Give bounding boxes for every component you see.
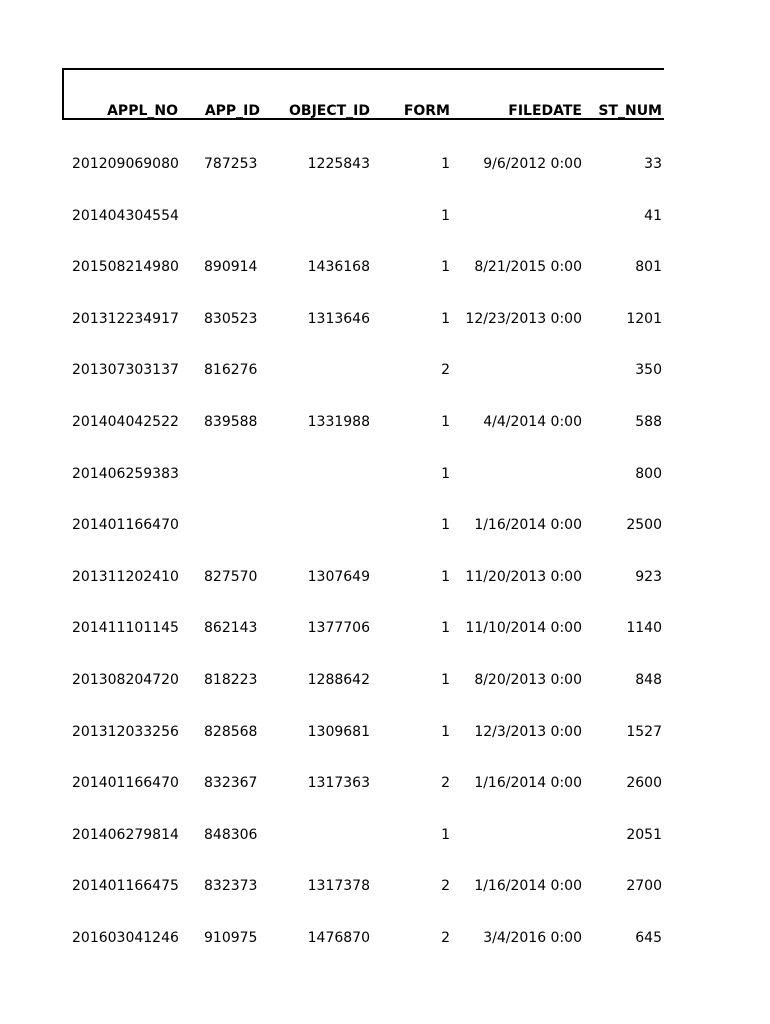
cell-object-id: 1317363 [307,775,370,791]
cell-filedate: 1/16/2014 0:00 [474,517,582,533]
cell-object-id: 1377706 [307,620,370,636]
cell-st-num: 41 [644,208,662,224]
cell-app-id: 832373 [204,878,258,894]
cell-filedate: 9/6/2012 0:00 [483,156,582,172]
cell-filedate: 1/16/2014 0:00 [474,775,582,791]
cell-form: 1 [441,208,450,224]
cell-app-id: 827570 [204,569,258,585]
cell-appl-no: 201401166470 [72,517,179,533]
cell-st-num: 923 [635,569,662,585]
cell-app-id: 787253 [204,156,258,172]
cell-form: 1 [441,517,450,533]
cell-app-id: 862143 [204,620,258,636]
cell-st-num: 33 [644,156,662,172]
cell-object-id: 1436168 [307,259,370,275]
cell-object-id: 1476870 [307,930,370,946]
cell-object-id: 1317378 [307,878,370,894]
cell-appl-no: 201406279814 [72,827,179,843]
cell-appl-no: 201312033256 [72,724,179,740]
cell-st-num: 2700 [626,878,662,894]
cell-appl-no: 201404304554 [72,208,179,224]
cell-appl-no: 201401166475 [72,878,179,894]
cell-filedate: 12/23/2013 0:00 [465,311,582,327]
cell-form: 2 [441,775,450,791]
column-header-st-num: ST_NUM [598,103,662,119]
cell-app-id: 848306 [204,827,258,843]
cell-app-id: 839588 [204,414,258,430]
cell-filedate: 12/3/2013 0:00 [474,724,582,740]
cell-object-id: 1309681 [307,724,370,740]
cell-st-num: 848 [635,672,662,688]
cell-st-num: 2600 [626,775,662,791]
cell-filedate: 8/21/2015 0:00 [474,259,582,275]
cell-form: 1 [441,466,450,482]
cell-filedate: 1/16/2014 0:00 [474,878,582,894]
cell-appl-no: 201307303137 [72,362,179,378]
column-header-app-id: APP_ID [204,103,260,119]
cell-form: 1 [441,311,450,327]
cell-form: 2 [441,930,450,946]
cell-form: 2 [441,878,450,894]
cell-filedate: 11/20/2013 0:00 [465,569,582,585]
cell-filedate: 8/20/2013 0:00 [474,672,582,688]
cell-form: 1 [441,827,450,843]
cell-filedate: 4/4/2014 0:00 [483,414,582,430]
cell-app-id: 816276 [204,362,258,378]
cell-object-id: 1307649 [307,569,370,585]
cell-st-num: 800 [635,466,662,482]
cell-app-id: 832367 [204,775,258,791]
cell-form: 1 [441,569,450,585]
cell-app-id: 818223 [204,672,258,688]
cell-st-num: 645 [635,930,662,946]
cell-form: 1 [441,259,450,275]
cell-st-num: 2051 [626,827,662,843]
cell-form: 1 [441,156,450,172]
cell-appl-no: 201311202410 [72,569,179,585]
cell-object-id: 1225843 [307,156,370,172]
cell-app-id: 890914 [204,259,258,275]
cell-filedate: 3/4/2016 0:00 [483,930,582,946]
cell-st-num: 350 [635,362,662,378]
cell-appl-no: 201603041246 [72,930,179,946]
cell-form: 2 [441,362,450,378]
cell-form: 1 [441,672,450,688]
cell-filedate: 11/10/2014 0:00 [465,620,582,636]
cell-appl-no: 201312234917 [72,311,179,327]
cell-app-id: 828568 [204,724,258,740]
cell-st-num: 1527 [626,724,662,740]
column-header-filedate: FILEDATE [508,103,582,119]
cell-st-num: 1140 [626,620,662,636]
cell-object-id: 1288642 [307,672,370,688]
cell-st-num: 801 [635,259,662,275]
column-header-appl-no: APPL_NO [107,103,178,119]
cell-appl-no: 201308204720 [72,672,179,688]
cell-appl-no: 201411101145 [72,620,179,636]
cell-object-id: 1313646 [307,311,370,327]
column-header-form: FORM [403,103,450,119]
cell-st-num: 2500 [626,517,662,533]
cell-object-id: 1331988 [307,414,370,430]
cell-st-num: 588 [635,414,662,430]
cell-appl-no: 201508214980 [72,259,179,275]
cell-appl-no: 201209069080 [72,156,179,172]
cell-app-id: 910975 [204,930,258,946]
cell-form: 1 [441,620,450,636]
cell-appl-no: 201406259383 [72,466,179,482]
cell-appl-no: 201404042522 [72,414,179,430]
column-header-object-id: OBJECT_ID [289,103,370,119]
cell-app-id: 830523 [204,311,258,327]
cell-form: 1 [441,414,450,430]
cell-st-num: 1201 [626,311,662,327]
cell-form: 1 [441,724,450,740]
cell-appl-no: 201401166470 [72,775,179,791]
